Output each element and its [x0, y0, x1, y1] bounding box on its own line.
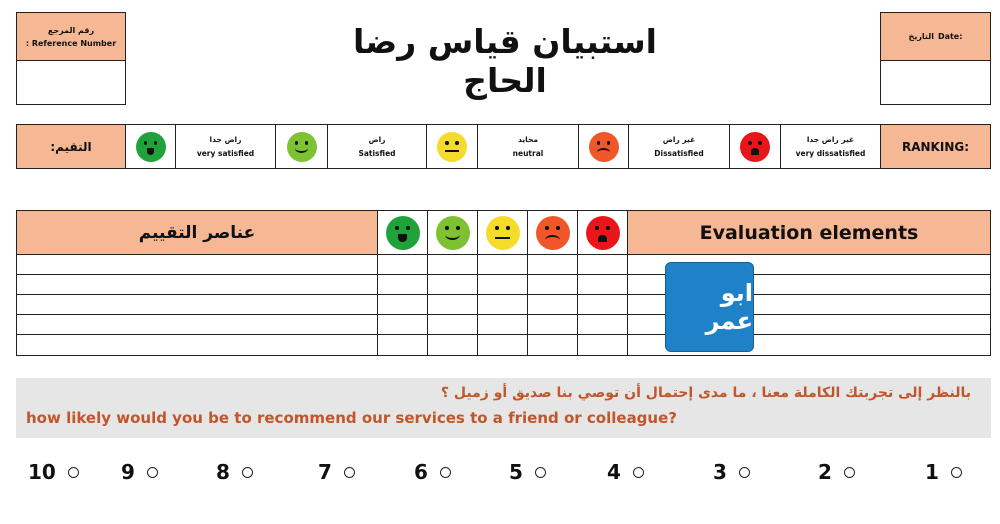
- rating-cell[interactable]: [578, 315, 628, 334]
- date-label: [881, 13, 990, 61]
- rating-cell[interactable]: [428, 315, 478, 334]
- radio-circle-icon[interactable]: [951, 467, 962, 478]
- rating-cell[interactable]: [428, 335, 478, 355]
- radio-circle-icon[interactable]: [535, 467, 546, 478]
- rank-satisfied: راض Satisfied: [328, 125, 427, 168]
- rating-cell[interactable]: [478, 335, 528, 355]
- evaluation-item-ar-cell[interactable]: [17, 255, 378, 274]
- rating-cell[interactable]: [578, 275, 628, 294]
- scale-option-8[interactable]: 8: [216, 460, 253, 484]
- very-satisfied-face-icon: [126, 125, 176, 168]
- rating-cell[interactable]: [528, 315, 578, 334]
- evaluation-header-ar: عناصر التقييم: [17, 211, 378, 254]
- rank-dissatisfied: غير راض Dissatisfied: [629, 125, 730, 168]
- reference-label-en: : Reference Number: [25, 38, 117, 48]
- very-dissatisfied-face-icon: [578, 211, 628, 254]
- rating-cell[interactable]: [528, 275, 578, 294]
- table-row: [17, 315, 990, 335]
- rating-cell[interactable]: [478, 315, 528, 334]
- reference-number-box: [16, 12, 126, 105]
- reference-label-ar: رقم المرجع: [47, 25, 95, 35]
- date-field[interactable]: [881, 61, 990, 104]
- table-row: [17, 295, 990, 315]
- rating-cell[interactable]: [378, 315, 428, 334]
- rating-cell[interactable]: [478, 275, 528, 294]
- rank-very-satisfied: راض جدا very satisfied: [176, 125, 276, 168]
- dissatisfied-face-icon: [528, 211, 578, 254]
- radio-circle-icon[interactable]: [147, 467, 158, 478]
- very-dissatisfied-face-icon: [730, 125, 781, 168]
- recommendation-question: [16, 378, 991, 438]
- radio-circle-icon[interactable]: [844, 467, 855, 478]
- scale-option-4[interactable]: 4: [607, 460, 644, 484]
- evaluation-table: [16, 210, 991, 356]
- rating-cell[interactable]: [428, 295, 478, 314]
- rating-cell[interactable]: [378, 275, 428, 294]
- recommendation-scale: [0, 460, 1000, 490]
- rating-cell[interactable]: [378, 255, 428, 274]
- rating-cell[interactable]: [378, 295, 428, 314]
- scale-option-7[interactable]: 7: [318, 460, 355, 484]
- table-row: [17, 335, 990, 355]
- date-box: [880, 12, 991, 105]
- ranking-legend: [16, 124, 991, 169]
- ranking-label-en: RANKING:: [881, 125, 990, 168]
- radio-circle-icon[interactable]: [344, 467, 355, 478]
- rating-cell[interactable]: [428, 275, 478, 294]
- reference-number-label: [17, 13, 125, 61]
- evaluation-item-ar-cell[interactable]: [17, 335, 378, 355]
- scale-option-9[interactable]: 9: [121, 460, 158, 484]
- radio-circle-icon[interactable]: [633, 467, 644, 478]
- scale-option-2[interactable]: 2: [818, 460, 855, 484]
- question-text-ar: بالنظر إلى تجربتك الكاملة معنا ، ما مدى إحتمال أن توصي بنا صديق أو زميل ؟: [440, 385, 971, 401]
- evaluation-item-ar-cell[interactable]: [17, 275, 378, 294]
- neutral-face-icon: [478, 211, 528, 254]
- radio-circle-icon[interactable]: [242, 467, 253, 478]
- scale-option-6[interactable]: 6: [414, 460, 451, 484]
- evaluation-header-en: Evaluation elements: [699, 221, 919, 244]
- scale-option-5[interactable]: 5: [509, 460, 546, 484]
- reference-number-field[interactable]: [17, 61, 125, 104]
- dissatisfied-face-icon: [579, 125, 629, 168]
- satisfied-face-icon: [428, 211, 478, 254]
- rating-cell[interactable]: [528, 295, 578, 314]
- scale-option-3[interactable]: 3: [713, 460, 750, 484]
- rating-cell[interactable]: [528, 335, 578, 355]
- radio-circle-icon[interactable]: [440, 467, 451, 478]
- rating-cell[interactable]: [578, 335, 628, 355]
- very-satisfied-face-icon: [378, 211, 428, 254]
- rating-cell[interactable]: [578, 295, 628, 314]
- rating-cell[interactable]: [428, 255, 478, 274]
- question-text-en: how likely would you be to recommend our services to a friend or colleague?: [26, 409, 677, 427]
- page-title: استبيان قياس رضا الحاج: [353, 22, 657, 100]
- satisfied-face-icon: [276, 125, 328, 168]
- date-label-en: Date:: [937, 32, 963, 41]
- evaluation-item-ar-cell[interactable]: [17, 295, 378, 314]
- ranking-label-ar: التقيم:: [17, 125, 126, 168]
- evaluation-item-ar-cell[interactable]: [17, 315, 378, 334]
- evaluation-table-header: [17, 211, 990, 255]
- radio-circle-icon[interactable]: [68, 467, 79, 478]
- rating-cell[interactable]: [528, 255, 578, 274]
- date-label-ar: التاريخ: [908, 32, 934, 41]
- radio-circle-icon[interactable]: [739, 467, 750, 478]
- rating-cell[interactable]: [478, 295, 528, 314]
- rating-cell[interactable]: [578, 255, 628, 274]
- rating-cell[interactable]: [478, 255, 528, 274]
- table-row: [17, 275, 990, 295]
- neutral-face-icon: [427, 125, 478, 168]
- rating-cell[interactable]: [378, 335, 428, 355]
- rank-neutral: محايد neutral: [478, 125, 579, 168]
- watermark-sticker: ابو عمر: [665, 262, 754, 352]
- rank-very-dissatisfied: غير راض جدا very dissatisfied: [781, 125, 881, 168]
- table-row: [17, 255, 990, 275]
- scale-option-10[interactable]: 10: [28, 460, 79, 484]
- scale-option-1[interactable]: 1: [925, 460, 962, 484]
